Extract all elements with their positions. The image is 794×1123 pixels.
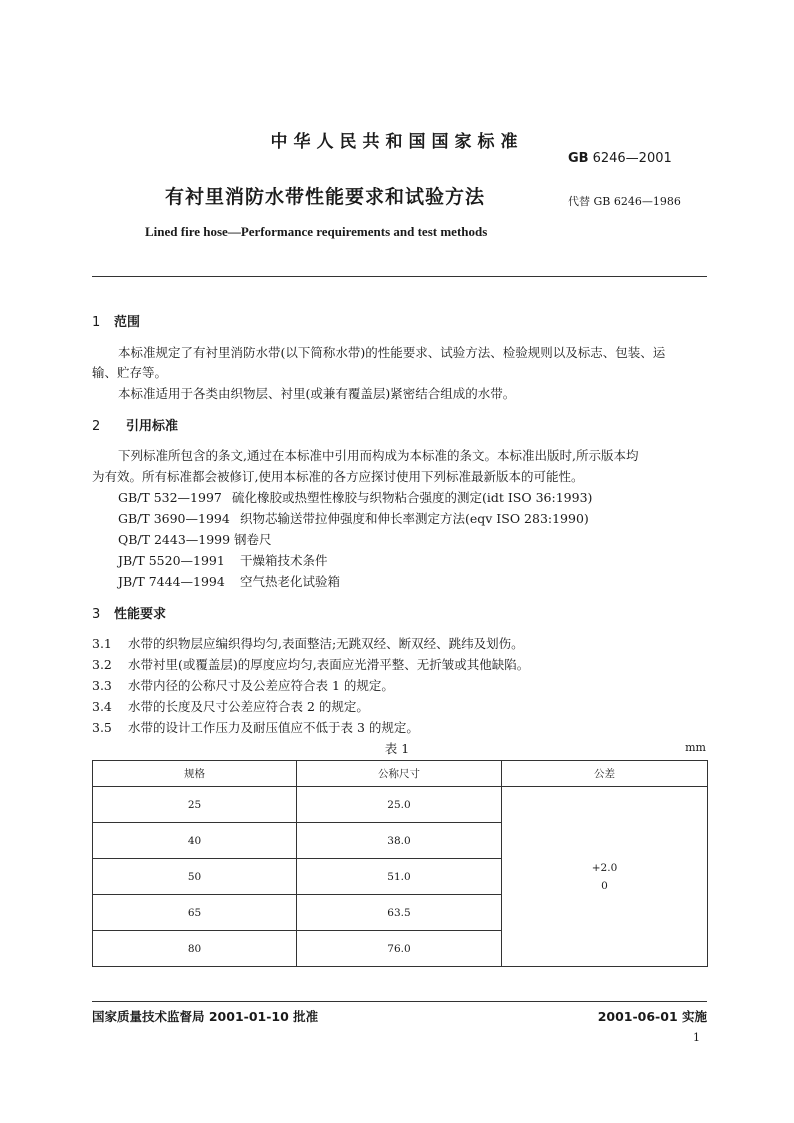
clause-text: 水带内径的公称尺寸及公差应符合表 1 的规定。 <box>128 678 394 693</box>
reference-code: GB/T 532—1997 <box>118 490 222 505</box>
section-2-para-line-2: 为有效。所有标准都会被修订,使用本标准的各方应探讨使用下列标准最新版本的可能性。 <box>92 469 584 484</box>
page-number: 1 <box>693 1031 700 1044</box>
effective-date: 2001-06-01 实施 <box>597 1009 707 1024</box>
section-3-title: 性能要求 <box>114 607 167 622</box>
cell-tolerance <box>502 787 708 967</box>
tolerance-upper: +2.0 <box>591 861 618 874</box>
clause-item <box>92 676 394 694</box>
approval-note: 国家质量技术监督局 2001-01-10 批准 <box>92 1009 319 1024</box>
clause-text: 水带的长度及尺寸公差应符合表 2 的规定。 <box>128 699 369 714</box>
clause-number: 3.4 <box>92 699 112 714</box>
clause-number: 3.3 <box>92 678 112 693</box>
table-header-row <box>93 761 708 787</box>
footer-divider <box>92 1001 707 1002</box>
standard-number <box>568 151 672 166</box>
reference-code: JB/T 7444—1994 <box>118 574 225 589</box>
clause-number: 3.2 <box>92 657 112 672</box>
section-3-number: 3 <box>92 607 101 622</box>
reference-item <box>118 572 340 590</box>
cell-spec: 50 <box>93 859 297 895</box>
reference-item <box>118 530 272 548</box>
standard-number-value: 6246—2001 <box>592 151 672 166</box>
national-standard-label: 中华人民共和国国家标准 <box>270 132 524 152</box>
tolerance-table <box>92 760 708 967</box>
cell-spec: 80 <box>93 931 297 967</box>
cell-nominal: 76.0 <box>297 931 502 967</box>
clause-text: 水带的设计工作压力及耐压值应不低于表 3 的规定。 <box>128 720 419 735</box>
cell-spec: 25 <box>93 787 297 823</box>
table-unit: mm <box>685 741 706 754</box>
table-caption: 表 1 <box>384 741 410 756</box>
clause-item <box>92 655 529 673</box>
reference-title: 织物芯输送带拉伸强度和伸长率测定方法(eqv ISO 283:1990) <box>240 511 589 526</box>
reference-title: 钢卷尺 <box>234 532 272 547</box>
cell-nominal: 51.0 <box>297 859 502 895</box>
section-1-para-1-line-1: 本标准规定了有衬里消防水带(以下简称水带)的性能要求、试验方法、检验规则以及标志、包装、运 <box>118 345 666 360</box>
cell-spec: 65 <box>93 895 297 931</box>
clause-text: 水带衬里(或覆盖层)的厚度应均匀,表面应光滑平整、无折皱或其他缺陷。 <box>128 657 530 672</box>
standard-prefix: GB <box>568 151 589 166</box>
section-1-number: 1 <box>92 315 101 330</box>
header-divider <box>92 276 707 277</box>
reference-title: 空气热老化试验箱 <box>240 574 341 589</box>
english-title: Lined fire hose—Performance requirements and test methods <box>145 224 488 239</box>
reference-item <box>118 488 592 506</box>
cell-spec: 40 <box>93 823 297 859</box>
section-2-para-line-1: 下列标准所包含的条文,通过在本标准中引用而构成为本标准的条文。本标准出版时,所示版本均 <box>118 448 639 463</box>
section-1-title: 范围 <box>114 315 141 330</box>
header-spec: 规格 <box>93 761 297 787</box>
section-2-heading <box>92 415 178 434</box>
replaces-standard: 代替 GB 6246—1986 <box>568 195 681 208</box>
clause-item <box>92 697 369 715</box>
section-1-para-2: 本标准适用于各类由织物层、衬里(或兼有覆盖层)紧密结合组成的水带。 <box>118 386 516 401</box>
cell-nominal: 38.0 <box>297 823 502 859</box>
reference-code: JB/T 5520—1991 <box>118 553 225 568</box>
section-2-number: 2 <box>92 419 101 434</box>
clause-text: 水带的织物层应编织得均匀,表面整洁;无跳双经、断双经、跳纬及划伤。 <box>128 636 524 651</box>
section-1-para-1-line-2: 输、贮存等。 <box>92 365 168 380</box>
reference-code: GB/T 3690—1994 <box>118 511 230 526</box>
cell-nominal: 63.5 <box>297 895 502 931</box>
section-2-title: 引用标准 <box>126 419 179 434</box>
cell-nominal: 25.0 <box>297 787 502 823</box>
table-row <box>93 787 708 823</box>
reference-item <box>118 551 328 569</box>
header-nominal: 公称尺寸 <box>297 761 502 787</box>
reference-item <box>118 509 589 527</box>
clause-item <box>92 634 524 652</box>
reference-title: 硫化橡胶或热塑性橡胶与织物粘合强度的测定(idt ISO 36:1993) <box>232 490 593 505</box>
clause-number: 3.1 <box>92 636 112 651</box>
tolerance-lower: 0 <box>601 879 608 892</box>
reference-code: QB/T 2443—1999 <box>118 532 231 547</box>
section-3-heading <box>92 603 166 622</box>
document-title: 有衬里消防水带性能要求和试验方法 <box>165 186 486 208</box>
clause-number: 3.5 <box>92 720 112 735</box>
clause-item <box>92 718 419 736</box>
reference-title: 干燥箱技术条件 <box>240 553 328 568</box>
section-1-heading <box>92 311 140 330</box>
header-tolerance: 公差 <box>502 761 708 787</box>
